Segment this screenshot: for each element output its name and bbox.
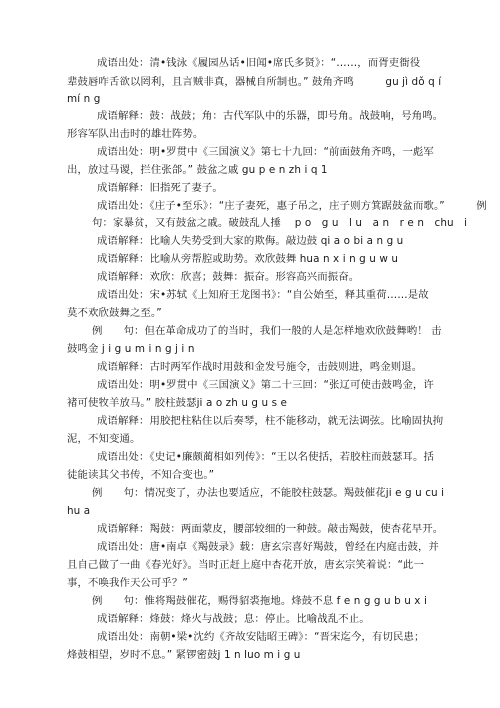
text-line: 成语解释：用胶把柱粘住以后奏琴，柱不能移动，就无法调弦。比喻固执拘 [97, 415, 444, 427]
text-line: 莫不欢欣鼓舞之至。” [67, 307, 162, 319]
text-line: 成语出处：明•罗贯中《三国演义》第七十九回：“前面鼓角齐鸣，一彪军 [97, 146, 434, 158]
text-line: 成语解释：羯鼓：两面蒙皮，腰部较细的一种鼓。敲击羯鼓，使杏花早开。 [97, 523, 444, 535]
text-line: 成语出处：明•罗贯中《三国演义》第二十三回：“张辽可使击鼓鸣金，许 [97, 379, 434, 391]
text-line: 成语出处：《史记•廉颇蔺相如列传》：“王以名使括，若胶柱而鼓瑟耳。括 [97, 451, 435, 463]
text-line: 成语出处：南朝•梁•沈约《齐故安陆昭王碑》：“晋宋迄今，有切民患； [97, 631, 425, 643]
text-line: 成语解释：古时两军作战时用鼓和金发号施令，击鼓则进，鸣金则退。 [97, 361, 423, 373]
text-line: 成语出处：《庄子•至乐》：“庄子妻死，惠子吊之，庄子则方箕踞鼓盆而歌。” 例 [97, 200, 487, 212]
text-line: 且自己做了一曲《春光好》。当时正赶上庭中杏花开放，唐玄宗笑着说：“此一 [67, 559, 424, 571]
text-line: 褚可使牧羊放马。” 胶柱鼓瑟ji a o zh u g u s e [67, 397, 288, 409]
text-line: hu a [67, 505, 91, 517]
text-line: mí n g [67, 93, 101, 105]
text-line: 泥，不知变通。 [67, 433, 141, 445]
text-line: 例 句：情况变了，办法也要适应，不能胶柱鼓瑟。羯鼓催花ji e g u cu i [92, 487, 445, 499]
text-line: 例 句：惟将羯鼓催花，赐得貂裘拖地。烽鼓不息 f e n g g u b u x i [92, 595, 427, 607]
text-line: 成语解释：鼓：战鼓；角：古代军队中的乐器，即号角。战鼓响，号角鸣。 [97, 110, 444, 122]
text-line: 烽鼓相望，岁时不息。” 紧锣密鼓j 1 n luo m i g u [67, 649, 301, 661]
text-line: 成语解释：烽鼓：烽火与战鼓；息：停止。比喻战乱不止。 [97, 613, 370, 625]
text-line: 徒能读其父书传，不知合变也。” [67, 469, 215, 481]
text-line: 例 句：但在革命成功了的当时，我们一般的人是怎样地欢欣鼓舞哟！ 击 [92, 325, 442, 337]
text-line: 鼓鸣金 j i g u m i n g j i n [67, 343, 195, 355]
text-line: 辈鼓唇咋舌欲以罔利，且言贼非真，器械自所制也。” 鼓角齐鸣 gu jì dǒ q í [67, 76, 442, 88]
text-line: 事，不唤我作天公可乎？” [67, 577, 188, 589]
text-line: 成语解释：旧指死了妻子。 [97, 182, 223, 194]
text-line: 成语解释：比喻从旁帮腔或助势。欢欣鼓舞 hua n x i n g u w u [97, 253, 399, 265]
text-line: 成语出处：清•钱泳《履园丛话•旧闻•席氏多贤》：“……，而胥吏衙役 [97, 57, 421, 69]
text-line: 成语出处：唐•南卓《羯鼓录》载：唐玄宗喜好羯鼓，曾经在内庭击鼓，并 [97, 541, 439, 553]
text-line: 成语出处：宋•苏轼《上知府王龙图书》：“自公始至，释其重荷……是故 [97, 289, 429, 301]
text-line: 形容军队出击时的雄壮阵势。 [67, 128, 204, 140]
text-line: 出，放过马谡，拦住张郃。” 鼓盆之戚 gu p e n zh i q 1 [67, 164, 328, 176]
text-line: 成语解释：比喻人失势受到大家的欺侮。敲边鼓 qi a o bi a n g u [97, 235, 404, 247]
text-line: 成语解释：欢欣：欣喜；鼓舞：振奋。形容高兴而振奋。 [97, 271, 360, 283]
text-line: 句：家暴贫，又有鼓盆之戚。破鼓乱人捶 p o g u l u a n r e n chu i [92, 217, 468, 229]
